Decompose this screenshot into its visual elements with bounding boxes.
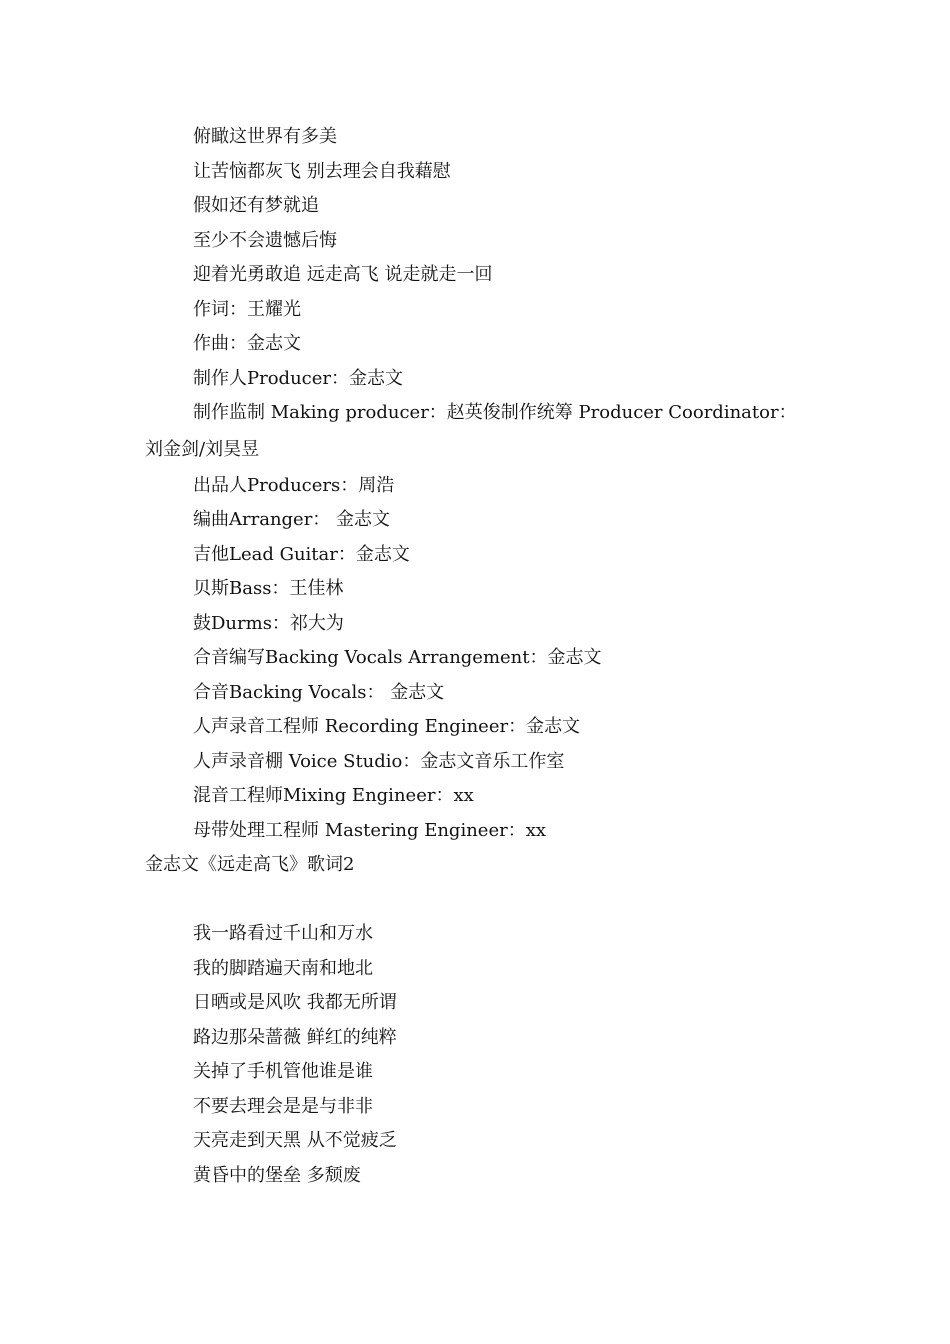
credits-block [145,469,805,849]
credit-line: 合音编写Backing Vocals Arrangement：金志文 [193,647,602,668]
lyrics-block-1 [145,120,805,396]
credit-lyricist: 作词：王耀光 [193,298,301,320]
blank-line [145,883,805,918]
credit-line-wrapped-first: 制作监制 Making producer：赵英俊制作统筹 Producer Coordinator： [193,402,797,423]
lyric-line: 路边那朵蔷薇 鲜红的纯粹 [193,1026,397,1048]
lyric-line: 假如还有梦就追 [193,195,319,216]
credit-production-supervisor [145,396,805,469]
lyric-line: 我的脚踏遍天南和地北 [193,957,373,979]
credit-producer: 制作人Producer：金志文 [193,367,404,389]
lyric-line: 俯瞰这世界有多美 [193,126,337,147]
credit-line: 贝斯Bass：王佳林 [193,578,344,599]
credit-line: 混音工程师Mixing Engineer：xx [193,785,474,806]
credit-composer: 作曲：金志文 [193,333,301,354]
credit-line: 编曲Arranger： 金志文 [193,509,391,530]
credit-line: 人声录音棚 Voice Studio：金志文音乐工作室 [193,750,565,772]
lyric-line: 至少不会遗憾后悔 [193,229,337,251]
lyrics-block-2 [145,917,805,1193]
lyric-line: 不要去理会是是与非非 [193,1095,373,1117]
credit-line-wrapped-second: 刘金剑/刘昊昱 [145,438,260,460]
section-heading: 金志文《远走高飞》歌词2 [145,854,355,875]
credit-line: 人声录音工程师 Recording Engineer：金志文 [193,716,581,737]
lyric-line: 天亮走到天黑 从不觉疲乏 [193,1130,397,1151]
lyric-line: 黄昏中的堡垒 多颓废 [193,1164,361,1186]
lyric-line: 让苦恼都灰飞 别去理会自我藉慰 [193,160,451,182]
credit-line: 鼓Durms：祁大为 [193,612,344,634]
lyric-line: 日晒或是风吹 我都无所谓 [193,992,397,1013]
lyric-line: 我一路看过千山和万水 [193,923,373,944]
credit-line: 母带处理工程师 Mastering Engineer：xx [193,819,547,841]
document-body [145,120,805,1193]
credit-line: 合音Backing Vocals： 金志文 [193,681,445,703]
credit-line: 出品人Producers：周浩 [193,474,395,496]
credit-line: 吉他Lead Guitar：金志文 [193,543,410,565]
lyric-line: 关掉了手机管他谁是谁 [193,1061,373,1082]
lyric-line: 迎着光勇敢追 远走高飞 说走就走一回 [193,264,493,285]
